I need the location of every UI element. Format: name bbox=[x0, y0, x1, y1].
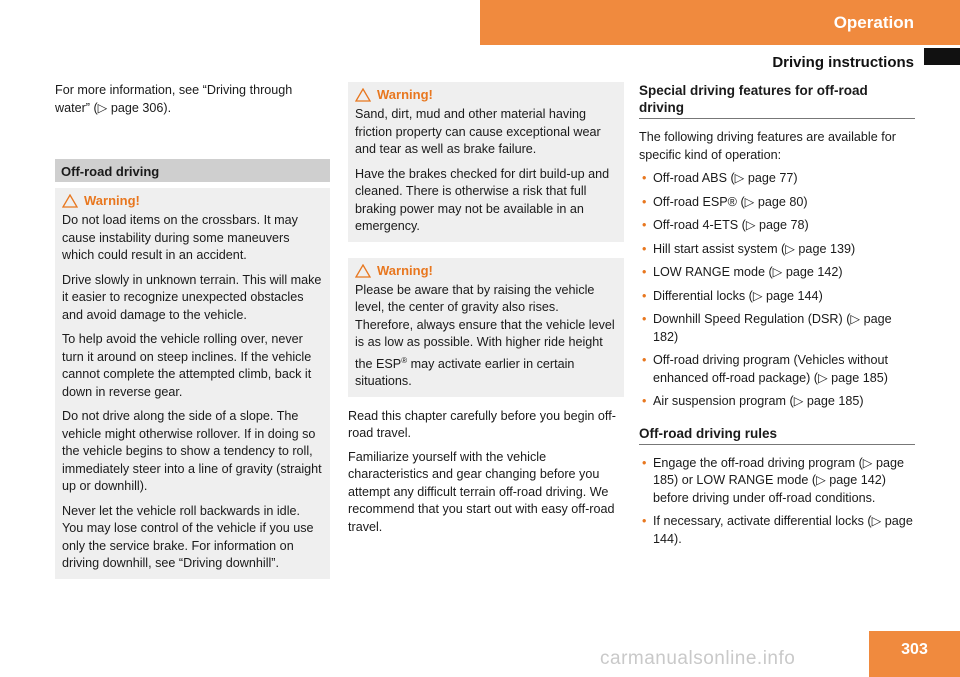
warning-heading-label: Warning! bbox=[84, 193, 140, 209]
list-item: • Air suspension program (▷ page 185) bbox=[642, 394, 864, 408]
list-item: • LOW RANGE mode (▷ page 142) bbox=[642, 265, 843, 279]
list-item: • Off-road 4-ETS (▷ page 78) bbox=[642, 218, 809, 232]
warning-paragraph: Never let the vehicle roll backwards in idle. You may lose control of the vehicle if you use only the service brake. For information on driving downhill, see “Driving downhill”. bbox=[62, 503, 314, 570]
list-item: • Differential locks (▷ page 144) bbox=[642, 288, 823, 303]
list-item: • Off-road driving program (Vehicles without enhanced off-road package) (▷ page 185) bbox=[642, 353, 888, 385]
page-number: 303 bbox=[869, 631, 960, 677]
warning-box bbox=[348, 82, 624, 242]
column-3 bbox=[639, 82, 915, 554]
watermark: carmanualsonline.info bbox=[600, 648, 796, 669]
warning-heading bbox=[355, 85, 617, 105]
list-item: • Off-road ABS (▷ page 77) bbox=[642, 171, 798, 185]
rules-list bbox=[639, 455, 915, 549]
list-item: • Off-road ESP® (▷ page 80) bbox=[642, 194, 808, 209]
warning-triangle-icon bbox=[355, 264, 371, 278]
warning-triangle-icon bbox=[62, 194, 78, 208]
warning-heading-label: Warning! bbox=[377, 87, 433, 103]
warning-heading-label: Warning! bbox=[377, 262, 433, 278]
warning-paragraph: Do not load items on the crossbars. It may cause instability during some maneuvers which could result in an accident. bbox=[62, 213, 298, 262]
heading-driving-rules: Off-road driving rules bbox=[639, 425, 915, 445]
warning-triangle-icon bbox=[355, 88, 371, 102]
features-intro: The following driving features are available for specific kind of operation: bbox=[639, 130, 896, 162]
body-paragraph: Read this chapter carefully before you begin off-road travel. bbox=[348, 408, 616, 441]
warning-paragraph: To help avoid the vehicle rolling over, never turn it around on steep inclines. If the vehicle cannot complete the attempted climb, back it down in reverse gear. bbox=[62, 332, 312, 399]
list-item: • Engage the off-road driving program (▷ page 185) or LOW RANGE mode (▷ page 142) before driving under off-road conditions. bbox=[642, 455, 904, 505]
features-list bbox=[639, 170, 915, 411]
section-title-offroad: Off-road driving bbox=[55, 159, 330, 182]
header-section-title: Operation bbox=[833, 13, 914, 32]
warning-paragraph: Do not drive along the side of a slope. The vehicle might otherwise rollover. If in doing so the vehicle begins to show a tendency to roll, immediately steer into a line of gravity (straight up or downhill). bbox=[62, 409, 322, 493]
header-subsection-title: Driving instructions bbox=[772, 54, 914, 71]
warning-box bbox=[55, 188, 330, 579]
warning-paragraph: Have the brakes checked for dirt build-up and cleaned. There is otherwise a risk that full braking power may not be available in an emergency. bbox=[355, 166, 610, 233]
list-item: • If necessary, activate differential locks (▷ page 144). bbox=[642, 514, 913, 546]
warning-paragraph: Sand, dirt, mud and other material having friction property can cause exceptional wear and tear as well as brake failure. bbox=[355, 107, 601, 156]
list-item: • Downhill Speed Regulation (DSR) (▷ page 182) bbox=[642, 312, 892, 344]
header-marker bbox=[924, 48, 960, 65]
column-1 bbox=[55, 82, 330, 579]
column-2 bbox=[348, 82, 624, 542]
warning-heading bbox=[355, 261, 617, 281]
warning-paragraph: Please be aware that by raising the vehicle level, the center of gravity also rises. Therefore, always ensure that the vehicle level is as low as possible. With higher ride height the ESP® may activate earlier in certain situations. bbox=[355, 282, 615, 389]
warning-paragraph: Drive slowly in unknown terrain. This will make it easier to recognize unexpected obstacles and avoid damage to the vehicle. bbox=[62, 272, 322, 322]
warning-heading bbox=[62, 191, 323, 211]
list-item: • Hill start assist system (▷ page 139) bbox=[642, 241, 856, 256]
warning-box bbox=[348, 258, 624, 397]
intro-text: For more information, see “Driving through water” (▷ page 306). bbox=[55, 83, 293, 115]
heading-special-features: Special driving features for off-road driving bbox=[639, 82, 915, 119]
body-paragraph: Familiarize yourself with the vehicle characteristics and gear changing before you attempt any difficult terrain off-road driving. We recommend that you start out with easy off-road travel. bbox=[348, 449, 615, 534]
